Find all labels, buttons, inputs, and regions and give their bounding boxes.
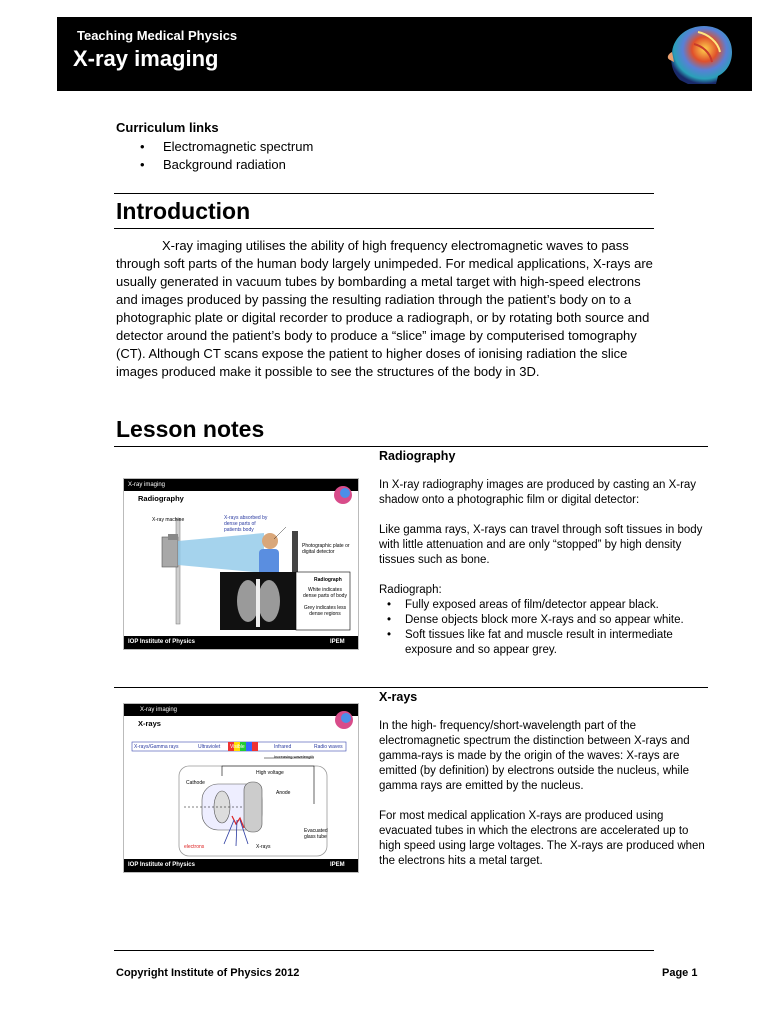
ipem-logo-text: IPEM (330, 639, 345, 645)
slide-label: Cathode (186, 780, 205, 786)
slide-label: Grey indicates less dense regions (303, 605, 347, 617)
slide-label: White indicates dense parts of body (303, 587, 347, 599)
radiography-bullets (379, 598, 709, 658)
introduction-heading: Introduction (116, 198, 251, 224)
radiography-title: Radiography (379, 449, 456, 463)
brain-scan-head-image (658, 22, 738, 86)
xrays-paragraph: For most medical application X-rays are produced using evacuated tubes in which the electrons are accelerated up to high speed using large voltages. The X-rays are produced when the electrons hits a metal target. (379, 810, 705, 867)
curriculum-item: • Electromagnetic spectrum (140, 139, 314, 154)
spectrum-label: Ultraviolet (198, 744, 221, 750)
slide-label: electrons (184, 844, 205, 850)
spectrum-label: X-rays/Gamma rays (134, 744, 179, 750)
xrays-section (379, 690, 709, 869)
spectrum-label: Radio waves (314, 744, 343, 750)
slide-label: X-rays (256, 844, 271, 850)
slide-top-label: X-ray imaging (140, 707, 178, 713)
iop-logo-text: IOP Institute of Physics (128, 862, 195, 868)
slide-label: Anode (276, 790, 291, 796)
divider (114, 446, 708, 447)
slide-label: High voltage (256, 770, 284, 776)
footer-copyright: Copyright Institute of Physics 2012 (116, 967, 300, 979)
radiography-diagram (124, 479, 358, 649)
introduction-paragraph: X-ray imaging utilises the ability of high frequency electromagnetic waves to pass through soft parts of the human body largely unimpeded. For medical applications, X-rays are usually generated in vacuum tubes by bombarding a metal target with high-speed electrons and images produced by passing the resulting radiation through the patient’s body on to a photographic plate or digital recorder to produce a radiograph, or by rotating both source and detector around the patient’s body to produce a “slice” image by computerised tomography (CT). Although CT scans expose the patient to higher doses of ionising radiation the slice images produced make it possible to see the structures of the body in 3D. (116, 238, 653, 379)
divider (114, 228, 654, 229)
divider (114, 687, 708, 688)
divider (114, 193, 654, 194)
slide-top-label: X-ray imaging (128, 482, 166, 488)
slide-label: Evacuated glass tube (304, 828, 328, 840)
lesson-notes-heading: Lesson notes (116, 416, 265, 442)
wavelength-label: Increasing wavelength (274, 754, 314, 759)
xrays-paragraph: In the high- frequency/short-wavelength part of the electromagnetic spectrum the distinction between X-rays and gamma-rays is made by the origin of the waves: X-rays are emitted (by definition) by electrons outside the nucleus, while gamma rays are emitted by the nucleus. (379, 720, 690, 792)
radiography-paragraph: In X-ray radiography images are produced by casting an X-ray shadow onto a photographic film or digital detector: (379, 479, 697, 506)
list-item: • Soft tissues like fat and muscle result in intermediate exposure and so appear grey. (405, 628, 709, 658)
header-subtitle: Teaching Medical Physics (77, 28, 238, 43)
radiography-slide (123, 478, 359, 650)
slide-title: X-rays (138, 719, 161, 728)
xray-tube-diagram (124, 704, 358, 872)
slide-label: X-ray machine (152, 517, 185, 523)
slide-title: Radiography (138, 494, 184, 503)
iop-logo-text: IOP Institute of Physics (128, 639, 195, 645)
radiography-paragraph: Like gamma rays, X-rays can travel through soft tissues in body with little attenuation and are only “stopped” by high density tissues such as bone. (379, 524, 703, 566)
xrays-title: X-rays (379, 690, 418, 704)
curriculum-heading: Curriculum links (116, 120, 219, 135)
spectrum-label: Infrared (274, 744, 292, 750)
radiography-section (379, 449, 709, 658)
footer-page-number: Page 1 (662, 967, 698, 979)
list-item: • Fully exposed areas of film/detector appear black. (405, 598, 709, 613)
header-title: X-ray imaging (73, 46, 219, 71)
radiography-paragraph: Radiograph: (379, 584, 442, 596)
slide-label: Radiograph (314, 577, 342, 583)
slide-label: X-rays absorbed by dense parts of patients body (224, 515, 268, 533)
ipem-logo-text: IPEM (330, 862, 345, 868)
spectrum-label: Visible (230, 744, 245, 750)
footer-divider (114, 950, 654, 951)
xrays-slide (123, 703, 359, 873)
list-item: • Dense objects block more X-rays and so appear white. (405, 613, 709, 628)
slide-label: Photographic plate or digital detector (302, 543, 350, 555)
curriculum-item: • Background radiation (140, 157, 286, 172)
